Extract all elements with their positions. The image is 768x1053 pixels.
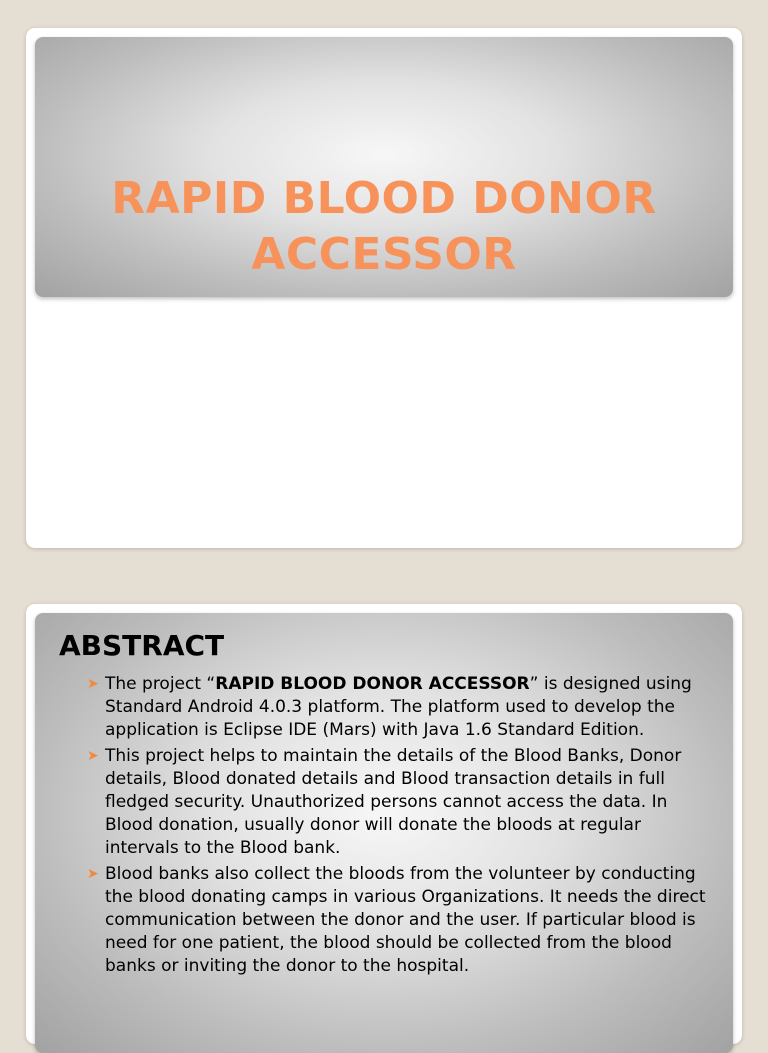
title-panel: [35, 37, 733, 297]
slide-title-line-1: RAPID BLOOD DONOR: [111, 173, 657, 224]
abstract-slide: [26, 604, 742, 1044]
bullet-item: [87, 745, 719, 860]
slide-title: [35, 171, 733, 283]
slide-title-line-2: ACCESSOR: [251, 229, 517, 280]
abstract-panel: [35, 613, 733, 1053]
bullet-text: Blood banks also collect the bloods from the volunteer by conducting the blood donating camps in various Organizations. It needs the direct communication between the donor and the user. If particular blood is need for one patient, the blood should be collected from the blood banks or inviting the donor to the hospital.: [105, 864, 706, 976]
bullet-text-pre: The project “: [105, 674, 216, 694]
arrow-bullet-icon: ➤: [87, 748, 99, 764]
bullet-text-bold: RAPID BLOOD DONOR ACCESSOR: [215, 674, 530, 694]
title-slide: [26, 28, 742, 548]
arrow-bullet-icon: ➤: [87, 866, 99, 882]
abstract-bullet-list: [87, 673, 719, 981]
bullet-text-post: ” is designed using Standard Android 4.0.3 platform. The platform used to develop the application is Eclipse IDE (Mars) with Java 1.6 Standard Edition.: [105, 674, 692, 740]
arrow-bullet-icon: ➤: [87, 676, 99, 692]
bullet-item: [87, 863, 719, 978]
bullet-text: This project helps to maintain the details of the Blood Banks, Donor details, Blood donated details and Blood transaction details in full fledged security. Unauthorized persons cannot access the data. In Blood donation, usually donor will donate the bloods at regular intervals to the Blood bank.: [105, 746, 682, 858]
abstract-heading: ABSTRACT: [59, 629, 225, 662]
bullet-item: [87, 673, 719, 742]
